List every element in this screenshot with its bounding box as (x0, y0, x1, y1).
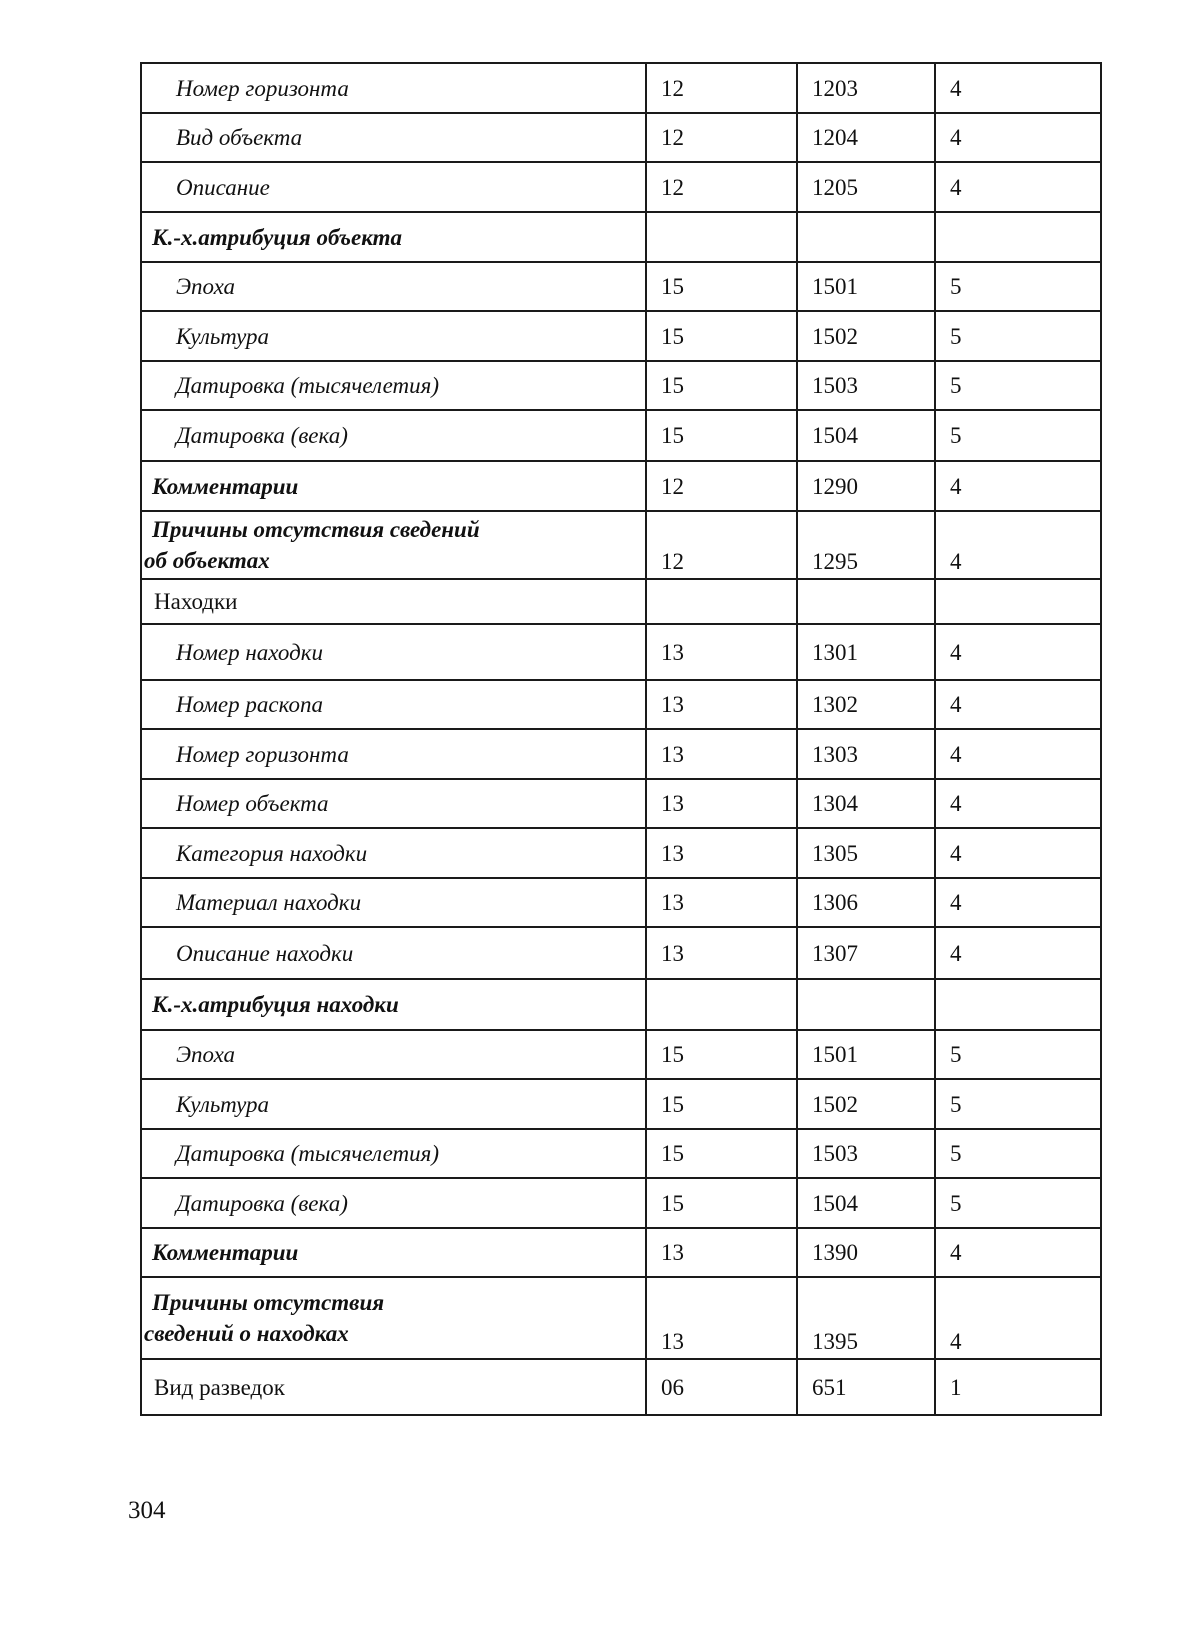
code3-cell: 5 (935, 410, 1101, 461)
code1-cell: 12 (646, 461, 797, 511)
code3-cell: 4 (935, 511, 1101, 579)
row-label-text: Датировка (тысячелетия) (176, 373, 439, 398)
code1-cell: 13 (646, 1228, 797, 1277)
code1-cell: 13 (646, 779, 797, 828)
code3-cell (935, 579, 1101, 624)
table-row (141, 511, 1101, 579)
row-label-text: Находки (154, 589, 238, 614)
code2-cell: 1304 (797, 779, 935, 828)
row-label-text: Культура (176, 1091, 270, 1117)
table-row (141, 311, 1101, 361)
code1-cell: 12 (646, 113, 797, 162)
row-label-cell (141, 579, 646, 624)
row-label-text: Комментарии (152, 473, 299, 499)
row-label-cell (141, 212, 646, 262)
row-label-cell (141, 779, 646, 828)
code3-cell: 4 (935, 828, 1101, 878)
code1-cell: 13 (646, 624, 797, 680)
code2-cell: 1205 (797, 162, 935, 212)
row-label-text: Датировка (века) (176, 423, 348, 448)
code3-cell: 4 (935, 927, 1101, 979)
row-label-cell (141, 410, 646, 461)
code3-cell: 4 (935, 624, 1101, 680)
code2-cell: 1503 (797, 1129, 935, 1178)
row-label-cell (141, 63, 646, 113)
code2-cell: 1504 (797, 1178, 935, 1228)
table-row (141, 262, 1101, 311)
row-label-text: Описание находки (176, 940, 354, 966)
row-label-cell (141, 162, 646, 212)
row-label-text: Датировка (тысячелетия) (176, 1141, 439, 1166)
code3-cell: 4 (935, 162, 1101, 212)
code1-cell: 06 (646, 1359, 797, 1415)
code2-cell: 1290 (797, 461, 935, 511)
code2-cell: 1295 (797, 511, 935, 579)
code3-cell: 1 (935, 1359, 1101, 1415)
row-label-cell (141, 979, 646, 1030)
code1-cell (646, 579, 797, 624)
code1-cell: 15 (646, 1030, 797, 1079)
row-label-text: Номер объекта (176, 791, 329, 816)
code3-cell: 4 (935, 680, 1101, 729)
code2-cell: 1395 (797, 1277, 935, 1359)
table-row (141, 1178, 1101, 1228)
row-label-text: Категория находки (176, 840, 368, 866)
row-label-line: Причины отсутствия (152, 1290, 385, 1315)
code2-cell: 1302 (797, 680, 935, 729)
row-label-cell (141, 1178, 646, 1228)
code2-cell: 1501 (797, 1030, 935, 1079)
table-row (141, 729, 1101, 779)
row-label-cell (141, 1277, 646, 1359)
code2-cell: 1305 (797, 828, 935, 878)
code2-cell: 1503 (797, 361, 935, 410)
table-row (141, 927, 1101, 979)
code2-cell: 651 (797, 1359, 935, 1415)
table-row (141, 878, 1101, 927)
row-label-cell (141, 361, 646, 410)
code2-cell (797, 579, 935, 624)
code3-cell: 4 (935, 878, 1101, 927)
code3-cell: 4 (935, 63, 1101, 113)
code3-cell: 5 (935, 1129, 1101, 1178)
table-row (141, 1079, 1101, 1129)
code2-cell: 1301 (797, 624, 935, 680)
table-row (141, 1129, 1101, 1178)
code2-cell: 1307 (797, 927, 935, 979)
code3-cell: 5 (935, 262, 1101, 311)
code2-cell (797, 212, 935, 262)
page-number: 304 (128, 1497, 166, 1524)
code2-cell (797, 979, 935, 1030)
code2-cell: 1204 (797, 113, 935, 162)
row-label-text: Датировка (века) (176, 1190, 348, 1216)
code3-cell: 5 (935, 361, 1101, 410)
code3-cell: 4 (935, 1277, 1101, 1359)
code1-cell: 15 (646, 1178, 797, 1228)
code3-cell (935, 979, 1101, 1030)
row-label-text: Номер находки (176, 639, 324, 665)
code3-cell: 5 (935, 1178, 1101, 1228)
table-row (141, 63, 1101, 113)
row-label-cell (141, 113, 646, 162)
table-body (141, 63, 1101, 1415)
row-label-text: Вид разведок (154, 1374, 285, 1400)
table-row (141, 624, 1101, 680)
row-label-cell (141, 461, 646, 511)
row-label-text: Вид объекта (176, 125, 303, 150)
code1-cell: 15 (646, 410, 797, 461)
table-row (141, 1030, 1101, 1079)
code2-cell: 1390 (797, 1228, 935, 1277)
row-label-text: К.-х.атрибуция объекта (152, 224, 402, 250)
code1-cell: 13 (646, 729, 797, 779)
row-label-text: Комментарии (152, 1240, 299, 1265)
code3-cell: 5 (935, 1079, 1101, 1129)
code1-cell: 13 (646, 828, 797, 878)
row-label-text: Эпоха (176, 1042, 236, 1067)
row-label-text: Номер раскопа (176, 692, 323, 717)
code1-cell: 15 (646, 311, 797, 361)
row-label-text: Номер горизонта (176, 741, 349, 767)
code1-cell: 15 (646, 1079, 797, 1129)
codes-table (140, 62, 1102, 1416)
row-label-cell (141, 680, 646, 729)
code1-cell (646, 979, 797, 1030)
row-label-cell (141, 878, 646, 927)
code1-cell: 12 (646, 63, 797, 113)
code3-cell: 4 (935, 1228, 1101, 1277)
code3-cell: 4 (935, 729, 1101, 779)
code3-cell: 4 (935, 461, 1101, 511)
table-row (141, 410, 1101, 461)
table-row (141, 828, 1101, 878)
table-row (141, 579, 1101, 624)
code1-cell: 13 (646, 878, 797, 927)
code3-cell: 4 (935, 113, 1101, 162)
row-label-text: Описание (176, 174, 270, 200)
row-label-cell (141, 262, 646, 311)
row-label-line: Причины отсутствия сведений (152, 517, 480, 542)
table-row (141, 361, 1101, 410)
table-row (141, 1228, 1101, 1277)
row-label-cell (141, 828, 646, 878)
table-row (141, 979, 1101, 1030)
table-row (141, 162, 1101, 212)
row-label-cell (141, 624, 646, 680)
row-label-cell (141, 1030, 646, 1079)
code2-cell: 1501 (797, 262, 935, 311)
row-label-text: Номер горизонта (176, 75, 349, 101)
code1-cell: 15 (646, 262, 797, 311)
code3-cell: 4 (935, 779, 1101, 828)
row-label-text: Материал находки (176, 890, 362, 915)
row-label-cell (141, 927, 646, 979)
code3-cell: 5 (935, 1030, 1101, 1079)
code2-cell: 1502 (797, 1079, 935, 1129)
row-label-text: К.-х.атрибуция находки (152, 992, 399, 1017)
row-label-cell (141, 1228, 646, 1277)
row-label-cell (141, 1129, 646, 1178)
row-label-cell (141, 511, 646, 579)
table-row (141, 680, 1101, 729)
row-label-line: об объектах (144, 548, 270, 573)
code1-cell: 15 (646, 361, 797, 410)
code1-cell (646, 212, 797, 262)
row-label-cell (141, 1359, 646, 1415)
row-label-cell (141, 311, 646, 361)
code1-cell: 13 (646, 927, 797, 979)
code2-cell: 1203 (797, 63, 935, 113)
code1-cell: 13 (646, 680, 797, 729)
row-label-text: Культура (176, 323, 270, 349)
table-row (141, 212, 1101, 262)
table-row (141, 461, 1101, 511)
code1-cell: 12 (646, 511, 797, 579)
table-row (141, 113, 1101, 162)
code2-cell: 1502 (797, 311, 935, 361)
row-label-text: Эпоха (176, 274, 236, 299)
code2-cell: 1303 (797, 729, 935, 779)
row-label-cell (141, 729, 646, 779)
row-label-cell (141, 1079, 646, 1129)
code2-cell: 1504 (797, 410, 935, 461)
code3-cell: 5 (935, 311, 1101, 361)
code1-cell: 13 (646, 1277, 797, 1359)
code1-cell: 15 (646, 1129, 797, 1178)
table-row (141, 1277, 1101, 1359)
row-label-line: сведений о находках (144, 1321, 349, 1346)
code1-cell: 12 (646, 162, 797, 212)
code3-cell (935, 212, 1101, 262)
table-row (141, 1359, 1101, 1415)
code2-cell: 1306 (797, 878, 935, 927)
table-row (141, 779, 1101, 828)
